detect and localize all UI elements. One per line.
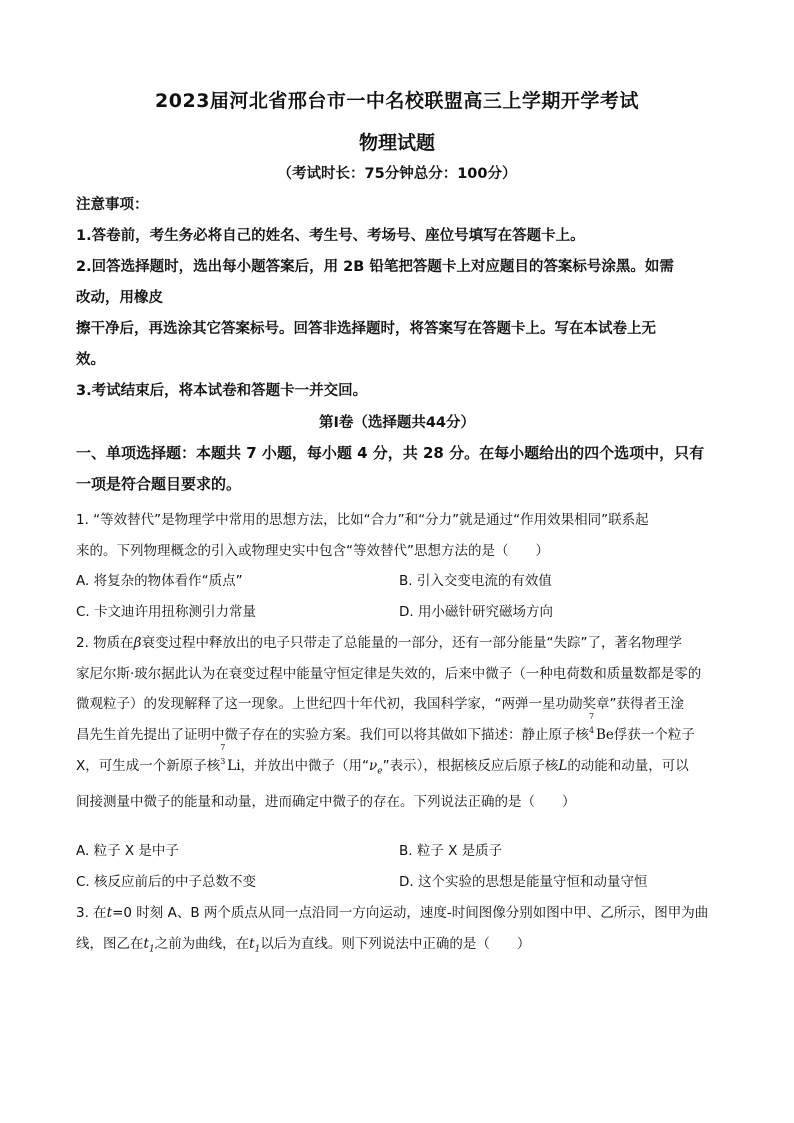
notice-item-2-line-4: 效。 [76, 352, 105, 368]
question-2-line-1: 2. 物质在β衰变过程中释放出的电子只带走了总能量的一部分，还有一部分能量“失踪”了，著名物理学 [76, 635, 682, 651]
exam-duration: （考试时长：75分钟总分：100分） [277, 166, 517, 182]
volume-heading: 第I卷（选择题共44分） [318, 415, 476, 431]
section-heading-line-1: 一、单项选择题：本题共 7 小题，每小题 4 分，共 28 分。在每小题给出的四个选项中，只有 [76, 444, 705, 462]
notice-item-2-line-2: 改动，用橡皮 [76, 290, 163, 306]
beta-symbol: β [133, 635, 142, 651]
question-1-option-a[interactable]: A. 将复杂的物体看作“质点” [76, 573, 243, 589]
exam-title: 2023届河北省邢台市一中名校联盟高三上学期开学考试 [155, 90, 639, 112]
notice-block [76, 190, 726, 407]
question-2-line-6: 间接测量中微子的能量和动量，进而确定中微子的存在。下列说法正确的是（ ） [76, 794, 576, 811]
time-t1-symbol: $t_1$ [249, 935, 261, 955]
nucleus-l-symbol: L [558, 757, 568, 774]
question-1-option-c[interactable]: C. 卡文迪许用扭称测引力常量 [76, 603, 257, 620]
time-symbol: t [106, 905, 113, 921]
question-2-option-c[interactable]: C. 核反应前后的中子总数不变 [76, 873, 257, 890]
notice-item-2-line-3: 擦干净后，再选涂其它答案标号。回答非选择题时，将答案写在答题卡上。写在本试卷上无 [76, 321, 656, 337]
exam-subtitle: 物理试题 [358, 132, 435, 154]
notice-item-3: 3.考试结束后，将本试卷和答题卡一并交回。 [76, 383, 368, 399]
question-1-option-d[interactable]: D. 用小磁针研究磁场方向 [399, 603, 553, 620]
section-heading-line-2: 一项是符合题目要求的。 [76, 475, 242, 493]
question-1-option-b[interactable]: B. 引入交变电流的有效值 [399, 573, 552, 589]
beryllium-nuclide: 7 4 Be [589, 712, 614, 744]
question-3-line-1: 3. 在t=0 时刻 A、B 两个质点从同一点沿同一方向运动，速度-时间图像分别如图中甲、乙所示，图甲为曲 [76, 905, 709, 921]
neutrino-symbol: $\nu_e$ [369, 757, 383, 777]
question-2-line-4: 昌先生首先提出了证明中微子存在的实验方案。我们可以将其做如下描述：静止原子核 7 4 Be俘获一个粒子 [76, 720, 726, 751]
question-3-line-2: 线，图乙在$t_1$之前为曲线，在$t_1$以后为直线。则下列说法中正确的是（ ） [76, 935, 531, 955]
section-heading [76, 438, 726, 500]
notice-item-2-line-1: 2.回答选择题时，选出每小题答案后，用 2B 铅笔把答题卡上对应题目的答案标号涂黑。如需 [76, 259, 674, 275]
question-1-options [76, 566, 726, 627]
question-2-option-d[interactable]: D. 这个实验的思想是能量守恒和动量守恒 [399, 873, 648, 890]
notice-heading: 注意事项： [76, 197, 149, 213]
question-2-option-b[interactable]: B. 粒子 X 是质子 [399, 843, 503, 859]
question-2 [76, 628, 726, 818]
question-2-option-a[interactable]: A. 粒子 X 是中子 [76, 843, 179, 859]
question-2-line-5: X，可生成一个新原子核 7 3 Li，并放出中微子（用“$\nu_e$”表示），根据核反应后原子核L的动能和动量，可以 [76, 751, 726, 787]
question-2-line-2: 家尼尔斯·玻尔据此认为在衰变过程中能量守恒定律是失效的，后来中微子（一种电荷数和质量数都是零的 [76, 665, 702, 682]
time-t1-symbol: $t_1$ [143, 935, 155, 955]
question-3 [76, 898, 726, 965]
question-1-line-1: 1. “等效替代”是物理学中常用的思想方法，比如“合力”和“分力”就是通过“作用效果相同”联系起 [76, 512, 649, 528]
lithium-nuclide: 7 3 Li [220, 742, 241, 774]
question-2-line-3: 微观粒子）的发现解释了这一现象。上世纪四十年代初，我国科学家，“两弹一星功勋奖章”获得者王淦 [76, 696, 684, 713]
question-1 [76, 505, 726, 566]
question-2-options [76, 836, 726, 897]
notice-item-1: 1.答卷前，考生务必将自己的姓名、考生号、考场号、座位号填写在答题卡上。 [76, 228, 585, 244]
question-1-line-2: 来的。下列物理概念的引入或物理史实中包含“等效替代”思想方法的是（ ） [76, 542, 549, 559]
